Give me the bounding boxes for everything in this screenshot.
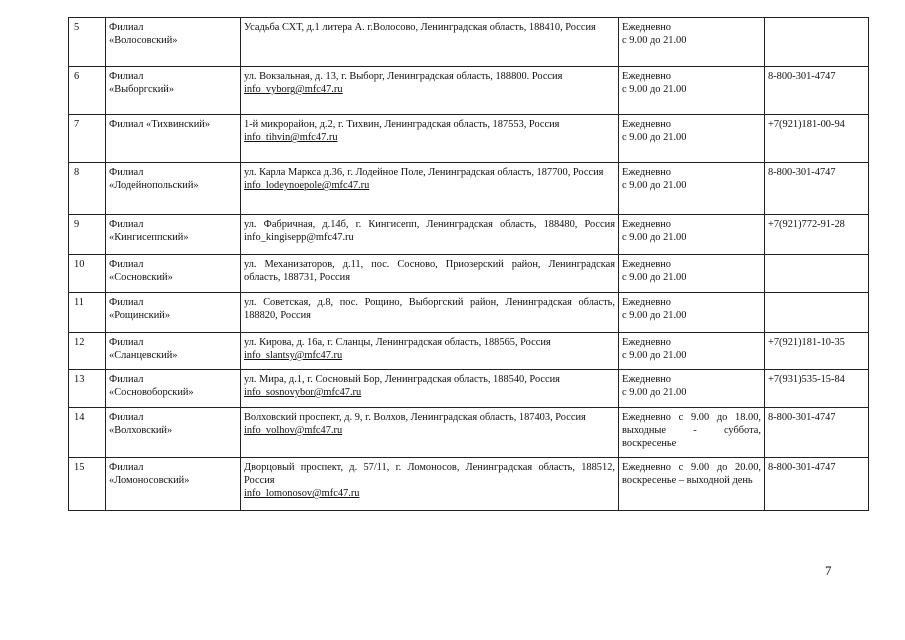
- hours-text: с 9.00 до 21.00: [622, 272, 687, 283]
- hours-cell: [619, 408, 765, 458]
- branch-name: Филиал: [109, 374, 144, 385]
- hours-cell: [619, 115, 765, 163]
- row-number: 12: [69, 333, 106, 370]
- branch-name-cell: [106, 163, 241, 215]
- branch-name: «Волховский»: [109, 425, 173, 436]
- branch-name: Филиал: [109, 337, 144, 348]
- address-cell: [241, 370, 619, 408]
- branch-name: Филиал: [109, 219, 144, 230]
- phone-cell: +7(921)181-00-94: [765, 115, 869, 163]
- hours-text: Ежедневно: [622, 71, 671, 82]
- phone-cell: 8-800-301-4747: [765, 458, 869, 511]
- hours-text: Ежедневно: [622, 22, 671, 33]
- row-number: 5: [69, 18, 106, 67]
- branch-name: Филиал: [109, 462, 144, 473]
- table-row: [69, 67, 869, 115]
- address-text: Усадьба СХТ, д.1 литера А. г.Волосово, Ленинградская область, 188410, Россия: [244, 22, 596, 33]
- branch-name: Филиал: [109, 71, 144, 82]
- branch-name: «Рощинский»: [109, 310, 171, 321]
- phone-cell: 8-800-301-4747: [765, 408, 869, 458]
- branch-name: Филиал: [109, 259, 144, 270]
- hours-text: с 9.00 до 21.00: [622, 232, 687, 243]
- branch-name-cell: [106, 255, 241, 293]
- hours-text: Ежедневно: [622, 119, 671, 130]
- hours-text: Ежедневно: [622, 259, 671, 270]
- address-text: ул. Советская, д.8, пос. Рощино, Выборгский район, Ленинградская область, 188820, Россия: [244, 297, 615, 321]
- address-cell: [241, 458, 619, 511]
- branch-name: Филиал: [109, 297, 144, 308]
- hours-cell: [619, 67, 765, 115]
- address-cell: [241, 293, 619, 333]
- branch-name-cell: [106, 458, 241, 511]
- hours-text: с 9.00 до 21.00: [622, 84, 687, 95]
- email-link[interactable]: info_slantsy@mfc47.ru: [244, 350, 343, 361]
- branch-name-cell: [106, 333, 241, 370]
- address-text: Дворцовый проспект, д. 57/11, г. Ломоносов, Ленинградская область, 188512, Россия: [244, 462, 615, 486]
- hours-cell: [619, 458, 765, 511]
- row-number: 15: [69, 458, 106, 511]
- phone-cell: +7(921)772-91-28: [765, 215, 869, 255]
- address-text: ул. Карла Маркса д.36, г. Лодейное Поле, Ленинградская область, 187700, Россия: [244, 167, 604, 178]
- hours-text: с 9.00 до 21.00: [622, 310, 687, 321]
- email-link[interactable]: info_lodeynoepole@mfc47.ru: [244, 180, 370, 191]
- row-number: 9: [69, 215, 106, 255]
- hours-text: Ежедневно: [622, 337, 671, 348]
- branch-name: «Волосовский»: [109, 35, 178, 46]
- branch-name: «Выборгский»: [109, 84, 175, 95]
- hours-cell: [619, 215, 765, 255]
- address-cell: [241, 163, 619, 215]
- table-body: [69, 18, 869, 511]
- address-text: ул. Мира, д.1, г. Сосновый Бор, Ленинградская область, 188540, Россия: [244, 374, 560, 385]
- address-text: ул. Механизаторов, д.11, пос. Сосново, Приозерский район, Ленинградская область, 188731, Россия: [244, 259, 615, 283]
- table-row: [69, 215, 869, 255]
- hours-text: Ежедневно: [622, 374, 671, 385]
- row-number: 6: [69, 67, 106, 115]
- table-row: [69, 163, 869, 215]
- hours-cell: [619, 255, 765, 293]
- phone-cell: [765, 293, 869, 333]
- branch-name-cell: [106, 293, 241, 333]
- hours-cell: [619, 293, 765, 333]
- table-row: [69, 370, 869, 408]
- row-number: 14: [69, 408, 106, 458]
- hours-cell: [619, 370, 765, 408]
- branch-name: «Сосновский»: [109, 272, 173, 283]
- branch-name: Филиал: [109, 22, 144, 33]
- email-link[interactable]: info_sosnovybor@mfc47.ru: [244, 387, 362, 398]
- address-cell: [241, 255, 619, 293]
- branch-name: «Сосновоборский»: [109, 387, 194, 398]
- branch-name: Филиал: [109, 167, 144, 178]
- address-text: ул. Кирова, д. 16а, г. Сланцы, Ленинградская область, 188565, Россия: [244, 337, 551, 348]
- branch-name-cell: [106, 215, 241, 255]
- hours-cell: [619, 163, 765, 215]
- table-row: [69, 115, 869, 163]
- address-cell: [241, 408, 619, 458]
- address-text: ул. Вокзальная, д. 13, г. Выборг, Ленинградская область, 188800. Россия: [244, 71, 563, 82]
- hours-text: Ежедневно: [622, 297, 671, 308]
- address-cell: [241, 333, 619, 370]
- email-link[interactable]: info_lomonosov@mfc47.ru: [244, 488, 360, 499]
- phone-cell: 8-800-301-4747: [765, 163, 869, 215]
- row-number: 10: [69, 255, 106, 293]
- phone-cell: 8-800-301-4747: [765, 67, 869, 115]
- branch-name-cell: [106, 370, 241, 408]
- hours-cell: [619, 333, 765, 370]
- branch-name-cell: [106, 408, 241, 458]
- address-cell: [241, 215, 619, 255]
- table-row: [69, 18, 869, 67]
- branches-table: [68, 17, 869, 511]
- email-link[interactable]: info_vyborg@mfc47.ru: [244, 84, 343, 95]
- address-cell: [241, 18, 619, 67]
- table-row: [69, 408, 869, 458]
- hours-text: Ежедневно с 9.00 до 18.00, выходные - суббота, воскресенье: [622, 412, 761, 449]
- branch-name: «Ломоносовский»: [109, 475, 190, 486]
- row-number: 13: [69, 370, 106, 408]
- hours-text: Ежедневно: [622, 167, 671, 178]
- branch-name-cell: [106, 67, 241, 115]
- phone-cell: +7(921)181-10-35: [765, 333, 869, 370]
- table-row: [69, 255, 869, 293]
- branch-name-cell: [106, 18, 241, 67]
- hours-text: с 9.00 до 21.00: [622, 350, 687, 361]
- hours-text: с 9.00 до 21.00: [622, 35, 687, 46]
- address-text: Волховский проспект, д. 9, г. Волхов, Ленинградская область, 187403, Россия: [244, 412, 586, 423]
- address-text: 1-й микрорайон, д.2, г. Тихвин, Ленинградская область, 187553, Россия: [244, 119, 560, 130]
- hours-text: с 9.00 до 21.00: [622, 387, 687, 398]
- row-number: 8: [69, 163, 106, 215]
- phone-cell: [765, 18, 869, 67]
- hours-text: с 9.00 до 21.00: [622, 132, 687, 143]
- hours-cell: [619, 18, 765, 67]
- page-number: 7: [825, 563, 832, 578]
- email-link[interactable]: info_tihvin@mfc47.ru: [244, 132, 338, 143]
- row-number: 11: [69, 293, 106, 333]
- table-row: [69, 333, 869, 370]
- branch-name-cell: [106, 115, 241, 163]
- branch-name: «Кингисеппский»: [109, 232, 189, 243]
- table-row: [69, 458, 869, 511]
- address-cell: [241, 115, 619, 163]
- row-number: 7: [69, 115, 106, 163]
- branch-name: «Сланцевский»: [109, 350, 178, 361]
- address-text: ул. Фабричная, д.14б, г. Кингисепп, Ленинградская область, 188480, Россия info_kingisepp@mfc47.ru: [244, 219, 615, 243]
- table-row: [69, 293, 869, 333]
- email-link[interactable]: info_volhov@mfc47.ru: [244, 425, 343, 436]
- hours-text: Ежедневно с 9.00 до 20.00, воскресенье – выходной день: [622, 462, 761, 486]
- phone-cell: [765, 255, 869, 293]
- branch-name: Филиал: [109, 412, 144, 423]
- branch-name: Филиал «Тихвинский»: [109, 119, 211, 130]
- address-cell: [241, 67, 619, 115]
- phone-cell: +7(931)535-15-84: [765, 370, 869, 408]
- hours-text: Ежедневно: [622, 219, 671, 230]
- hours-text: с 9.00 до 21.00: [622, 180, 687, 191]
- branch-name: «Лодейнопольский»: [109, 180, 199, 191]
